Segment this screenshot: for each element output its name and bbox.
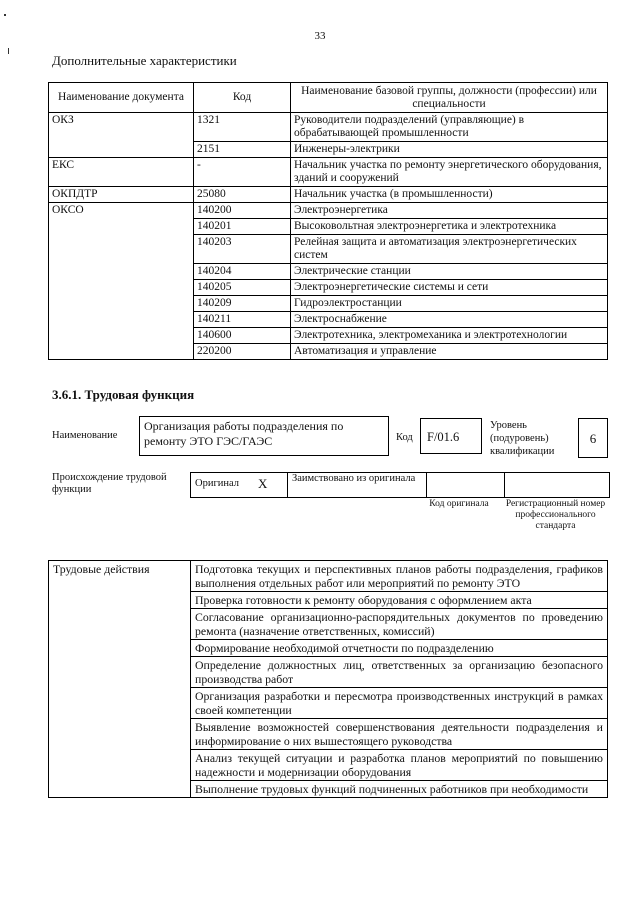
code-cell: 140204 [194, 264, 291, 280]
header-code: Код [194, 83, 291, 113]
original-mark: X [258, 476, 268, 491]
name-cell: Начальник участка (в промышленности) [291, 187, 608, 203]
name-label: Наименование [52, 430, 118, 441]
scan-speck [4, 14, 6, 16]
labor-actions-label: Трудовые действия [49, 561, 191, 798]
labor-action-row [49, 561, 608, 592]
doc-cell: ОКСО [49, 203, 194, 360]
code-cell: 140600 [194, 328, 291, 344]
additional-heading: Дополнительные характеристики [52, 53, 237, 68]
reg-caption: Регистрационный номер профессионального стандарта [505, 499, 606, 531]
level-box: 6 [578, 418, 608, 458]
code-label: Код [396, 432, 413, 443]
code-cell: 140200 [194, 203, 291, 219]
name-cell: Высоковольтная электроэнергетика и электротехника [291, 219, 608, 235]
code-cell: 140211 [194, 312, 291, 328]
name-cell: Инженеры-электрики [291, 142, 608, 158]
labor-action-item: Выявление возможностей совершенствования деятельности подразделения и информирование о них вышестоящего руководства [191, 719, 608, 750]
level-label: Уровень (подуровень) квалификации [490, 420, 555, 457]
labor-action-item: Организация разработки и пересмотра производственных инструкций в рамках своей компетенции [191, 688, 608, 719]
header-name: Наименование базовой группы, должности (профессии) или специальности [291, 83, 608, 113]
name-cell: Электротехника, электромеханика и электротехнологии [291, 328, 608, 344]
code-cell: 220200 [194, 344, 291, 360]
code-cell: 140209 [194, 296, 291, 312]
divider [426, 473, 427, 497]
name-cell: Релейная защита и автоматизация электроэнергетических систем [291, 235, 608, 264]
name-cell: Электрические станции [291, 264, 608, 280]
code-caption: Код оригинала [429, 499, 489, 509]
labor-action-item: Согласование организационно-распорядительных документов по проведению ремонта (назначение ответственных, комиссий) [191, 609, 608, 640]
code-cell: - [194, 158, 291, 187]
code-cell: 140205 [194, 280, 291, 296]
origin-label: Происхождение трудовой функции [52, 472, 167, 495]
section-title: 3.6.1. Трудовая функция [52, 387, 195, 402]
scan-speck [8, 48, 9, 54]
code-cell: 2151 [194, 142, 291, 158]
name-cell: Автоматизация и управление [291, 344, 608, 360]
table-row [49, 203, 608, 219]
doc-cell: ЕКС [49, 158, 194, 187]
borrowed-label: Заимствовано из оригинала [292, 473, 416, 484]
name-cell: Руководители подразделений (управляющие) в обрабатывающей промышленности [291, 113, 608, 142]
table-row [49, 113, 608, 142]
function-code-box: F/01.6 [420, 418, 482, 454]
labor-actions-body [49, 561, 608, 798]
page-number: 33 [314, 30, 326, 42]
origin-row [190, 472, 610, 498]
name-cell: Начальник участка по ремонту энергетического оборудования, зданий и сооружений [291, 158, 608, 187]
labor-action-item: Выполнение трудовых функций подчиненных работников при необходимости [191, 781, 608, 798]
labor-action-item: Подготовка текущих и перспективных планов работы подразделения, графиков выполнения отдельных работ или мероприятий по ремонту ЭТО [191, 561, 608, 592]
divider [504, 473, 505, 497]
code-cell: 140203 [194, 235, 291, 264]
name-cell: Гидроэлектростанции [291, 296, 608, 312]
classification-table-body [49, 113, 608, 360]
name-cell: Электроэнергетика [291, 203, 608, 219]
name-cell: Электроэнергетические системы и сети [291, 280, 608, 296]
labor-action-item: Анализ текущей ситуации и разработка планов мероприятий по повышению надежности и модернизации оборудования [191, 750, 608, 781]
function-name-box: Организация работы подразделения по ремонту ЭТО ГЭС/ГАЭС [139, 416, 389, 456]
original-label: Оригинал [195, 478, 239, 489]
code-cell: 1321 [194, 113, 291, 142]
doc-cell: ОКЗ [49, 113, 194, 158]
divider [287, 473, 288, 497]
labor-action-item: Проверка готовности к ремонту оборудования с оформлением акта [191, 592, 608, 609]
labor-actions-table [48, 560, 608, 798]
code-cell: 140201 [194, 219, 291, 235]
table-row [49, 187, 608, 203]
classification-table [48, 82, 608, 360]
code-cell: 25080 [194, 187, 291, 203]
table-row [49, 158, 608, 187]
labor-action-item: Формирование необходимой отчетности по подразделению [191, 640, 608, 657]
header-document: Наименование документа [49, 83, 194, 113]
doc-cell: ОКПДТР [49, 187, 194, 203]
labor-action-item: Определение должностных лиц, ответственных за организацию безопасного производства работ [191, 657, 608, 688]
name-cell: Электроснабжение [291, 312, 608, 328]
